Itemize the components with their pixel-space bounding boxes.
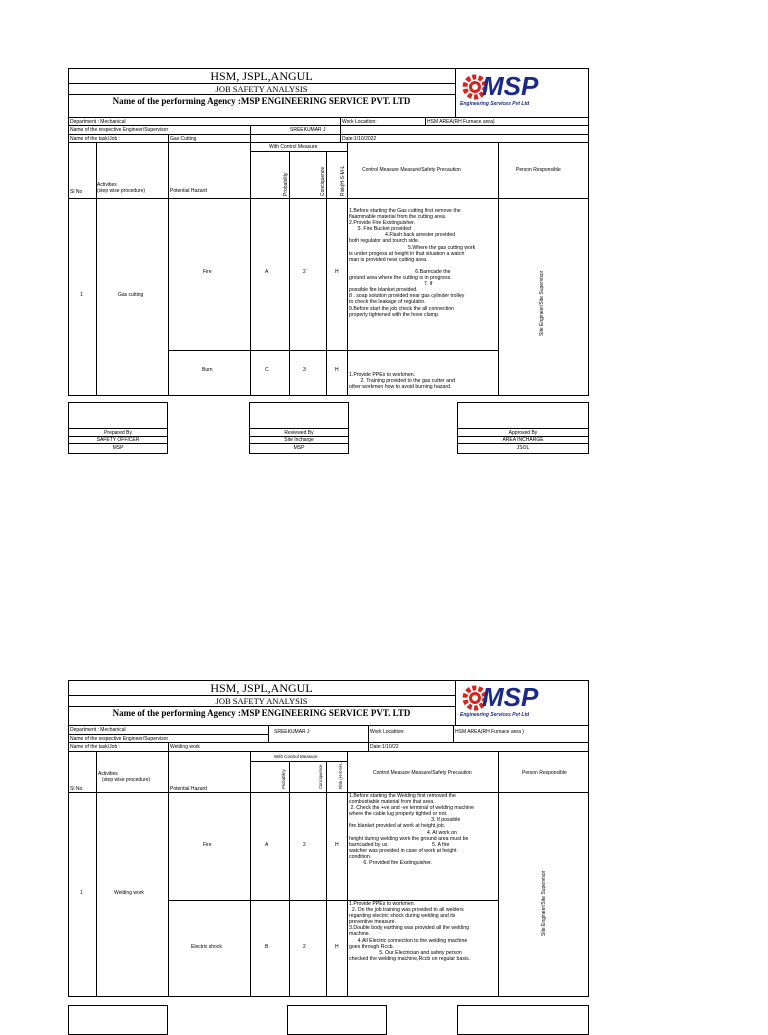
control-line: properly tightened with the hose clamp.: [349, 311, 440, 318]
prepared-by-org: MSP: [112, 445, 124, 451]
hazard-1-risk: H: [335, 269, 339, 275]
msp-logo: [458, 682, 586, 722]
hazard-2-name: Burn: [202, 367, 213, 373]
control-line: where the cable lug properly tighted or not.: [349, 811, 448, 818]
col-probability: Probability: [283, 172, 289, 196]
page-title: HSM, JSPL,ANGUL: [210, 681, 313, 695]
control-line: 3.Double body earthing was provided all the welding: [349, 925, 469, 932]
control-line: 1.Before starting the Gas cutting first remove the: [349, 208, 461, 214]
engineer-label: Name of the respective Engineer/Supervisor: [70, 736, 169, 742]
col-person-responsible: Person Responsible: [516, 167, 561, 173]
control-line: 1.Provide PPEs to workmen.: [349, 901, 416, 907]
control-line: 1.Before starting the Welding first removed the: [349, 793, 456, 799]
control-line: preventive measure.: [349, 919, 396, 926]
control-line: 3. If possible: [349, 817, 461, 824]
sheet-border: [68, 680, 589, 997]
col-potential-hazard: Potential Hazard: [170, 786, 207, 792]
reviewed-by-box: [287, 1005, 387, 1035]
control-line: 1.Provide PPEs to workmen.: [349, 372, 416, 378]
engineer-label: Name of the respective Engineer/Supervisor: [70, 127, 169, 133]
control-line: combustiable material from that area.: [349, 799, 435, 806]
hazard-1-risk: H: [335, 842, 339, 848]
col-slno: Sl No: [70, 189, 83, 195]
hazard-1-name: Fire: [203, 842, 212, 848]
col-risk: Risk(H-S-M-L: [340, 165, 346, 196]
hazard-2-consequence: 2: [303, 944, 306, 950]
agency-name: Name of the performing Agency :MSP ENGINEERING SERVICE PVT. LTD: [112, 708, 411, 718]
prepared-by-box: [68, 1005, 168, 1035]
control-line: flaammable material from the cutting area.: [349, 214, 447, 221]
control-line: 4. At work on: [349, 829, 457, 836]
task-label: Name of the task/Job :: [70, 136, 121, 142]
control-line: 2. Training provided to the gas cutter and: [349, 378, 455, 385]
control-line: 7. if: [349, 281, 433, 288]
control-line: 2. On the job training was provided to all welders: [349, 907, 464, 914]
control-line: possible fire blanket provided.: [349, 287, 418, 294]
hazard-2-probability: C: [265, 367, 269, 373]
approved-by-org: JSOL: [516, 445, 530, 451]
control-line: 6.Barricade the: [349, 268, 451, 275]
col-consequence: Conciquence: [320, 166, 326, 196]
control-line: 3. Fire Bucket provided: [349, 226, 411, 233]
col-potential-hazard: Potential Hazard: [170, 188, 207, 194]
logo-subtitle: Engineering Services Pvt Ltd: [460, 101, 530, 107]
control-line: 2.Provide Fire Exstinguisher.: [349, 220, 416, 227]
approved-by-box: [457, 1005, 589, 1035]
control-line: checked the welding machine,Rccb on regular basis.: [349, 955, 471, 962]
col-slno: Sl No.: [70, 786, 84, 792]
page-subtitle: JOB SAFETY ANALYSIS: [215, 696, 308, 706]
work-location-value: HSM AREA(RH Furnace area): [427, 119, 495, 125]
hazard-2-name: Electric shock: [191, 944, 222, 950]
logo-text: MSP: [482, 71, 539, 101]
col-activities: Activities: [98, 771, 118, 777]
task-label: Name of the task/Job :: [70, 744, 121, 750]
row-number: 1: [80, 292, 83, 298]
control-line: 4.All Electric connection to the welding machine: [349, 937, 468, 944]
control-line: regarding electric shock during welding and its: [349, 913, 456, 920]
approved-by-label: Approved By: [508, 430, 538, 436]
task-value: Welding work: [170, 744, 200, 750]
control-line: barricaded by us. 5. A fire: [349, 841, 450, 848]
col-risk: Risk (H-S-M-L: [338, 762, 343, 789]
reviewed-by-role: Site Incharge: [284, 437, 314, 443]
engineer-value: SREEKUMAR J: [290, 127, 326, 133]
control-line: to check the leakage of regulator.: [349, 299, 426, 306]
control-line: condition.: [349, 853, 372, 860]
engineer-value: SREEKUMAR J: [274, 729, 310, 735]
work-location-value: HSM AREA(RH Furnace area ): [455, 729, 524, 735]
reviewed-by-org: MSP: [293, 445, 305, 451]
hazard-2-risk: H: [335, 944, 339, 950]
department-label: Department : Mechanical: [70, 727, 126, 733]
approved-by-role: AREA INCHARGE: [502, 437, 544, 443]
work-location-label: Work Locattion:: [370, 729, 405, 735]
control-line: man is provided near cutting area.: [349, 256, 428, 263]
hazard-2-consequence: 3: [303, 367, 306, 373]
logo-text: MSP: [482, 682, 539, 712]
activity-name: Welding work: [114, 890, 144, 896]
page-title: HSM, JSPL,ANGUL: [210, 69, 313, 83]
department-label: Department : Mechanical: [70, 119, 126, 125]
with-control-measure: With Control Measure: [269, 144, 318, 150]
control-line: goes through Rccb.: [349, 943, 394, 950]
col-control-measure: Control Measure Measure/Safety Precaution: [373, 770, 472, 776]
control-line: 5. Our Electrician and safety person: [349, 949, 462, 956]
activity-name: Gas cutting: [118, 292, 144, 298]
page-subtitle: JOB SAFETY ANALYSIS: [215, 84, 308, 94]
control-line: both regulator and tourch side.: [349, 238, 420, 245]
date-value: Date:1/10/22: [370, 744, 399, 750]
control-line: 9.Before start the job check the all connection: [349, 305, 454, 312]
control-line: 8 . soap solution provided near gas cylinder trolley: [349, 293, 465, 300]
control-line: 2. Check the +ve and -ve terminal of welding machine: [349, 805, 474, 812]
col-control-measure: Control Measure Measure/Safety Precaution: [362, 167, 461, 173]
hazard-2-controls: [349, 372, 497, 390]
with-control-measure: With Control Measure: [274, 754, 318, 759]
person-responsible-value: Site Engineer/Site Supervisor: [541, 870, 547, 936]
control-line: machine.: [349, 931, 371, 938]
prepared-by-role: SAFETY OFFICER: [96, 437, 140, 443]
work-location-label: Work Locattion:: [342, 119, 377, 125]
task-value: Gas Cutting: [170, 136, 197, 142]
control-line: 6. Provided fire Exstinguisher.: [349, 860, 433, 867]
control-line: ground area where the cutting is in progress.: [349, 275, 452, 282]
row-number: 1: [80, 890, 83, 896]
msp-logo: [458, 70, 586, 114]
control-line: fire blanket provided at work at height job.: [349, 823, 446, 830]
hazard-1-controls: [349, 208, 497, 318]
reviewed-by-label: Reviewed By: [284, 430, 314, 436]
control-line: 5.Where the gas cutting work: [349, 244, 476, 251]
prepared-by-label: Prepared By: [104, 430, 132, 436]
hazard-2-controls: [349, 901, 497, 962]
control-line: watcher was provided in case of work at height: [349, 847, 457, 854]
hazard-2-risk: H: [335, 367, 339, 373]
date-value: Date:1/10/2022: [342, 136, 377, 142]
col-activities: Activities: [97, 182, 117, 188]
col-activities-sub: (step wise procedure): [97, 188, 146, 194]
person-responsible-value: Site Engineer/Site Supervisor: [539, 270, 545, 336]
control-line: is under progess at height in that situation a watch: [349, 250, 465, 257]
col-consequence: Conciquence: [318, 764, 323, 789]
control-line: height during welding work the ground area must be: [349, 835, 469, 842]
hazard-1-probability: A: [265, 842, 269, 848]
hazard-1-name: Fire: [203, 269, 212, 275]
control-line: 4.Flash back arrester provided: [349, 232, 456, 239]
agency-name: Name of the performing Agency :MSP ENGINEERING SERVICE PVT. LTD: [112, 96, 411, 106]
col-activities-sub: (step wise procedure): [102, 777, 151, 783]
col-probability: Probability: [281, 769, 286, 789]
hazard-2-probability: B: [265, 944, 269, 950]
hazard-1-probability: A: [265, 269, 269, 275]
hazard-1-consequence: 2: [303, 269, 306, 275]
logo-subtitle: Engineering Services Pvt Ltd: [460, 712, 530, 718]
control-line: other workmen how to avoid burning hazard.: [349, 384, 452, 391]
col-person-responsible: Person Responsible: [522, 770, 567, 776]
hazard-1-controls: [349, 793, 497, 866]
hazard-1-consequence: 2: [303, 842, 306, 848]
